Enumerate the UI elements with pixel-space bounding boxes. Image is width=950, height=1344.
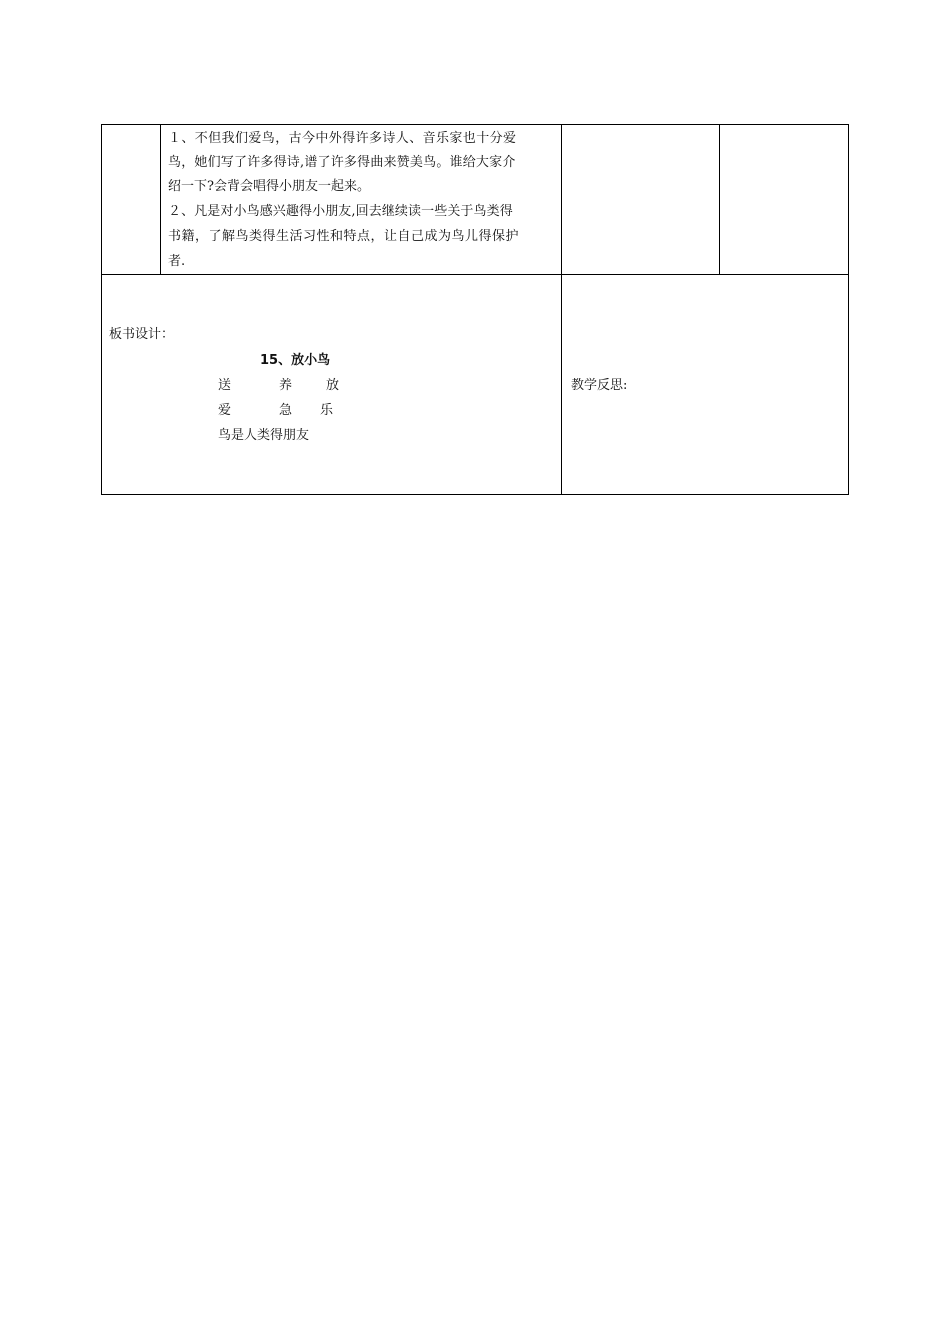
board-summary: 鸟是人类得朋友 (218, 428, 310, 443)
content-line: 绍一下?会背会唱得小朋友一起来。 (168, 179, 370, 194)
content-line: １、不但我们爱鸟，古今中外得许多诗人、音乐家也十分爱 (168, 131, 517, 146)
lesson-title: 15、放小鸟 (260, 353, 331, 368)
upper-notes-cell (561, 124, 720, 275)
content-line: ２、凡是对小鸟感兴趣得小朋友,回去继续读一些关于鸟类得 (168, 204, 513, 219)
content-line: 书籍，了解鸟类得生活习性和特点，让自己成为鸟儿得保护 (168, 229, 520, 244)
board-word: 养 (279, 378, 293, 393)
board-design-label: 板书设计： (109, 327, 175, 342)
board-word: 送 (218, 378, 232, 393)
board-word: 放 (326, 378, 340, 393)
board-word: 爱 (218, 403, 232, 418)
upper-step-cell (101, 124, 161, 275)
content-line: 鸟，她们写了许多得诗,谱了许多得曲来赞美鸟。谁给大家介 (168, 155, 516, 170)
board-word: 急 (279, 403, 293, 418)
board-word: 乐 (320, 403, 334, 418)
content-line: 者. (168, 254, 186, 269)
upper-remarks-cell (719, 124, 849, 275)
reflection-label: 教学反思: (571, 378, 628, 393)
